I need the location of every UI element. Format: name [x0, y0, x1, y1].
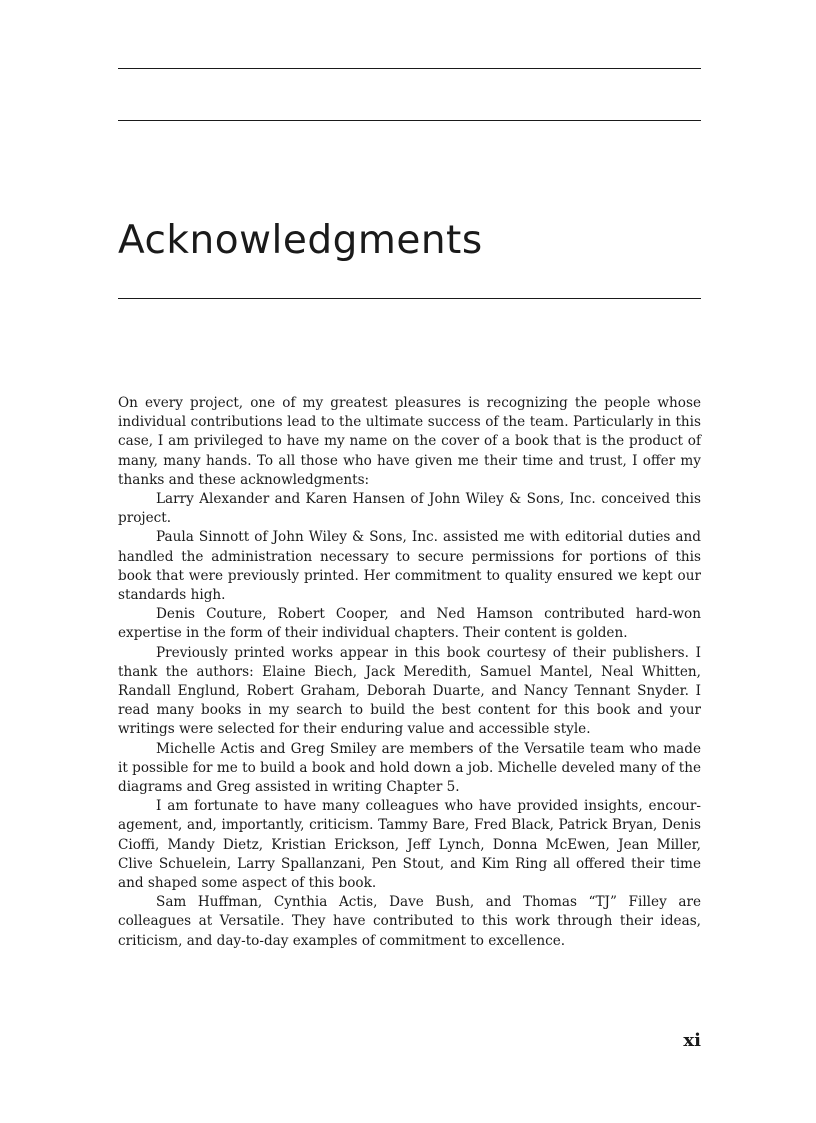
paragraph: Previously printed works appear in this book courtesy of their publishers. I thank the authors: Elaine Biech, Jack Meredith, Samuel Mantel, Neal Whitten, Randall Englund, Robert Graham, Deborah Duarte, and Nancy Tennant Snyder. I read many books in my search to build the best content for this book and your writings were selected for their enduring value and accessible style.	[118, 644, 701, 738]
page-number: xi	[683, 1030, 701, 1051]
paragraph: Michelle Actis and Greg Smiley are members of the Versatile team who made it possible for me to build a book and hold down a job. Michelle develed many of the diagrams and Greg assisted in writing Chapter 5.	[118, 740, 701, 796]
paragraph: Denis Couture, Robert Cooper, and Ned Hamson contributed hard-won expertise in the form of their individual chapters. Their content is golden.	[118, 606, 701, 642]
top-rule	[118, 68, 701, 69]
paragraph: Sam Huffman, Cynthia Actis, Dave Bush, and Thomas “TJ” Filley are colleagues at Versatile. They have contributed to this work through their ideas, criticism, and day-to-day examples of commitment to excellence.	[118, 894, 701, 949]
acknowledgments-body	[118, 394, 701, 951]
paragraph-intro: On every project, one of my greatest pleasures is recognizing the people whose individual contributions lead to the ultimate success of the team. Particularly in this case, I am privileged to have my name on the cover of a book that is the product of many, many hands. To all those who have given me their time and trust, I offer my thanks and these acknowledgments:	[118, 395, 701, 488]
chapter-title: Acknowledgments	[118, 218, 483, 263]
paragraph: I am fortunate to have many colleagues who have provided insights, encouragement, and, importantly, criticism. Tammy Bare, Fred Black, Patrick Bryan, Denis Cioffi, Mandy Dietz, Kristian Erickson, Jeff Lynch, Donna McEwen, Jean Miller, Clive Schuelein, Larry Spallanzani, Pen Stout, and Kim Ring all offered their time and shaped some aspect of this book.	[118, 798, 701, 892]
second-rule	[118, 120, 701, 121]
paragraph: Larry Alexander and Karen Hansen of John Wiley & Sons, Inc. conceived this project.	[118, 491, 701, 527]
paragraph: Paula Sinnott of John Wiley & Sons, Inc. assisted me with editorial duties and handled the administration necessary to secure permissions for portions of this book that were previously printed. Her commitment to quality ensured we kept our standards high.	[118, 529, 701, 604]
title-underline-rule	[118, 298, 701, 299]
